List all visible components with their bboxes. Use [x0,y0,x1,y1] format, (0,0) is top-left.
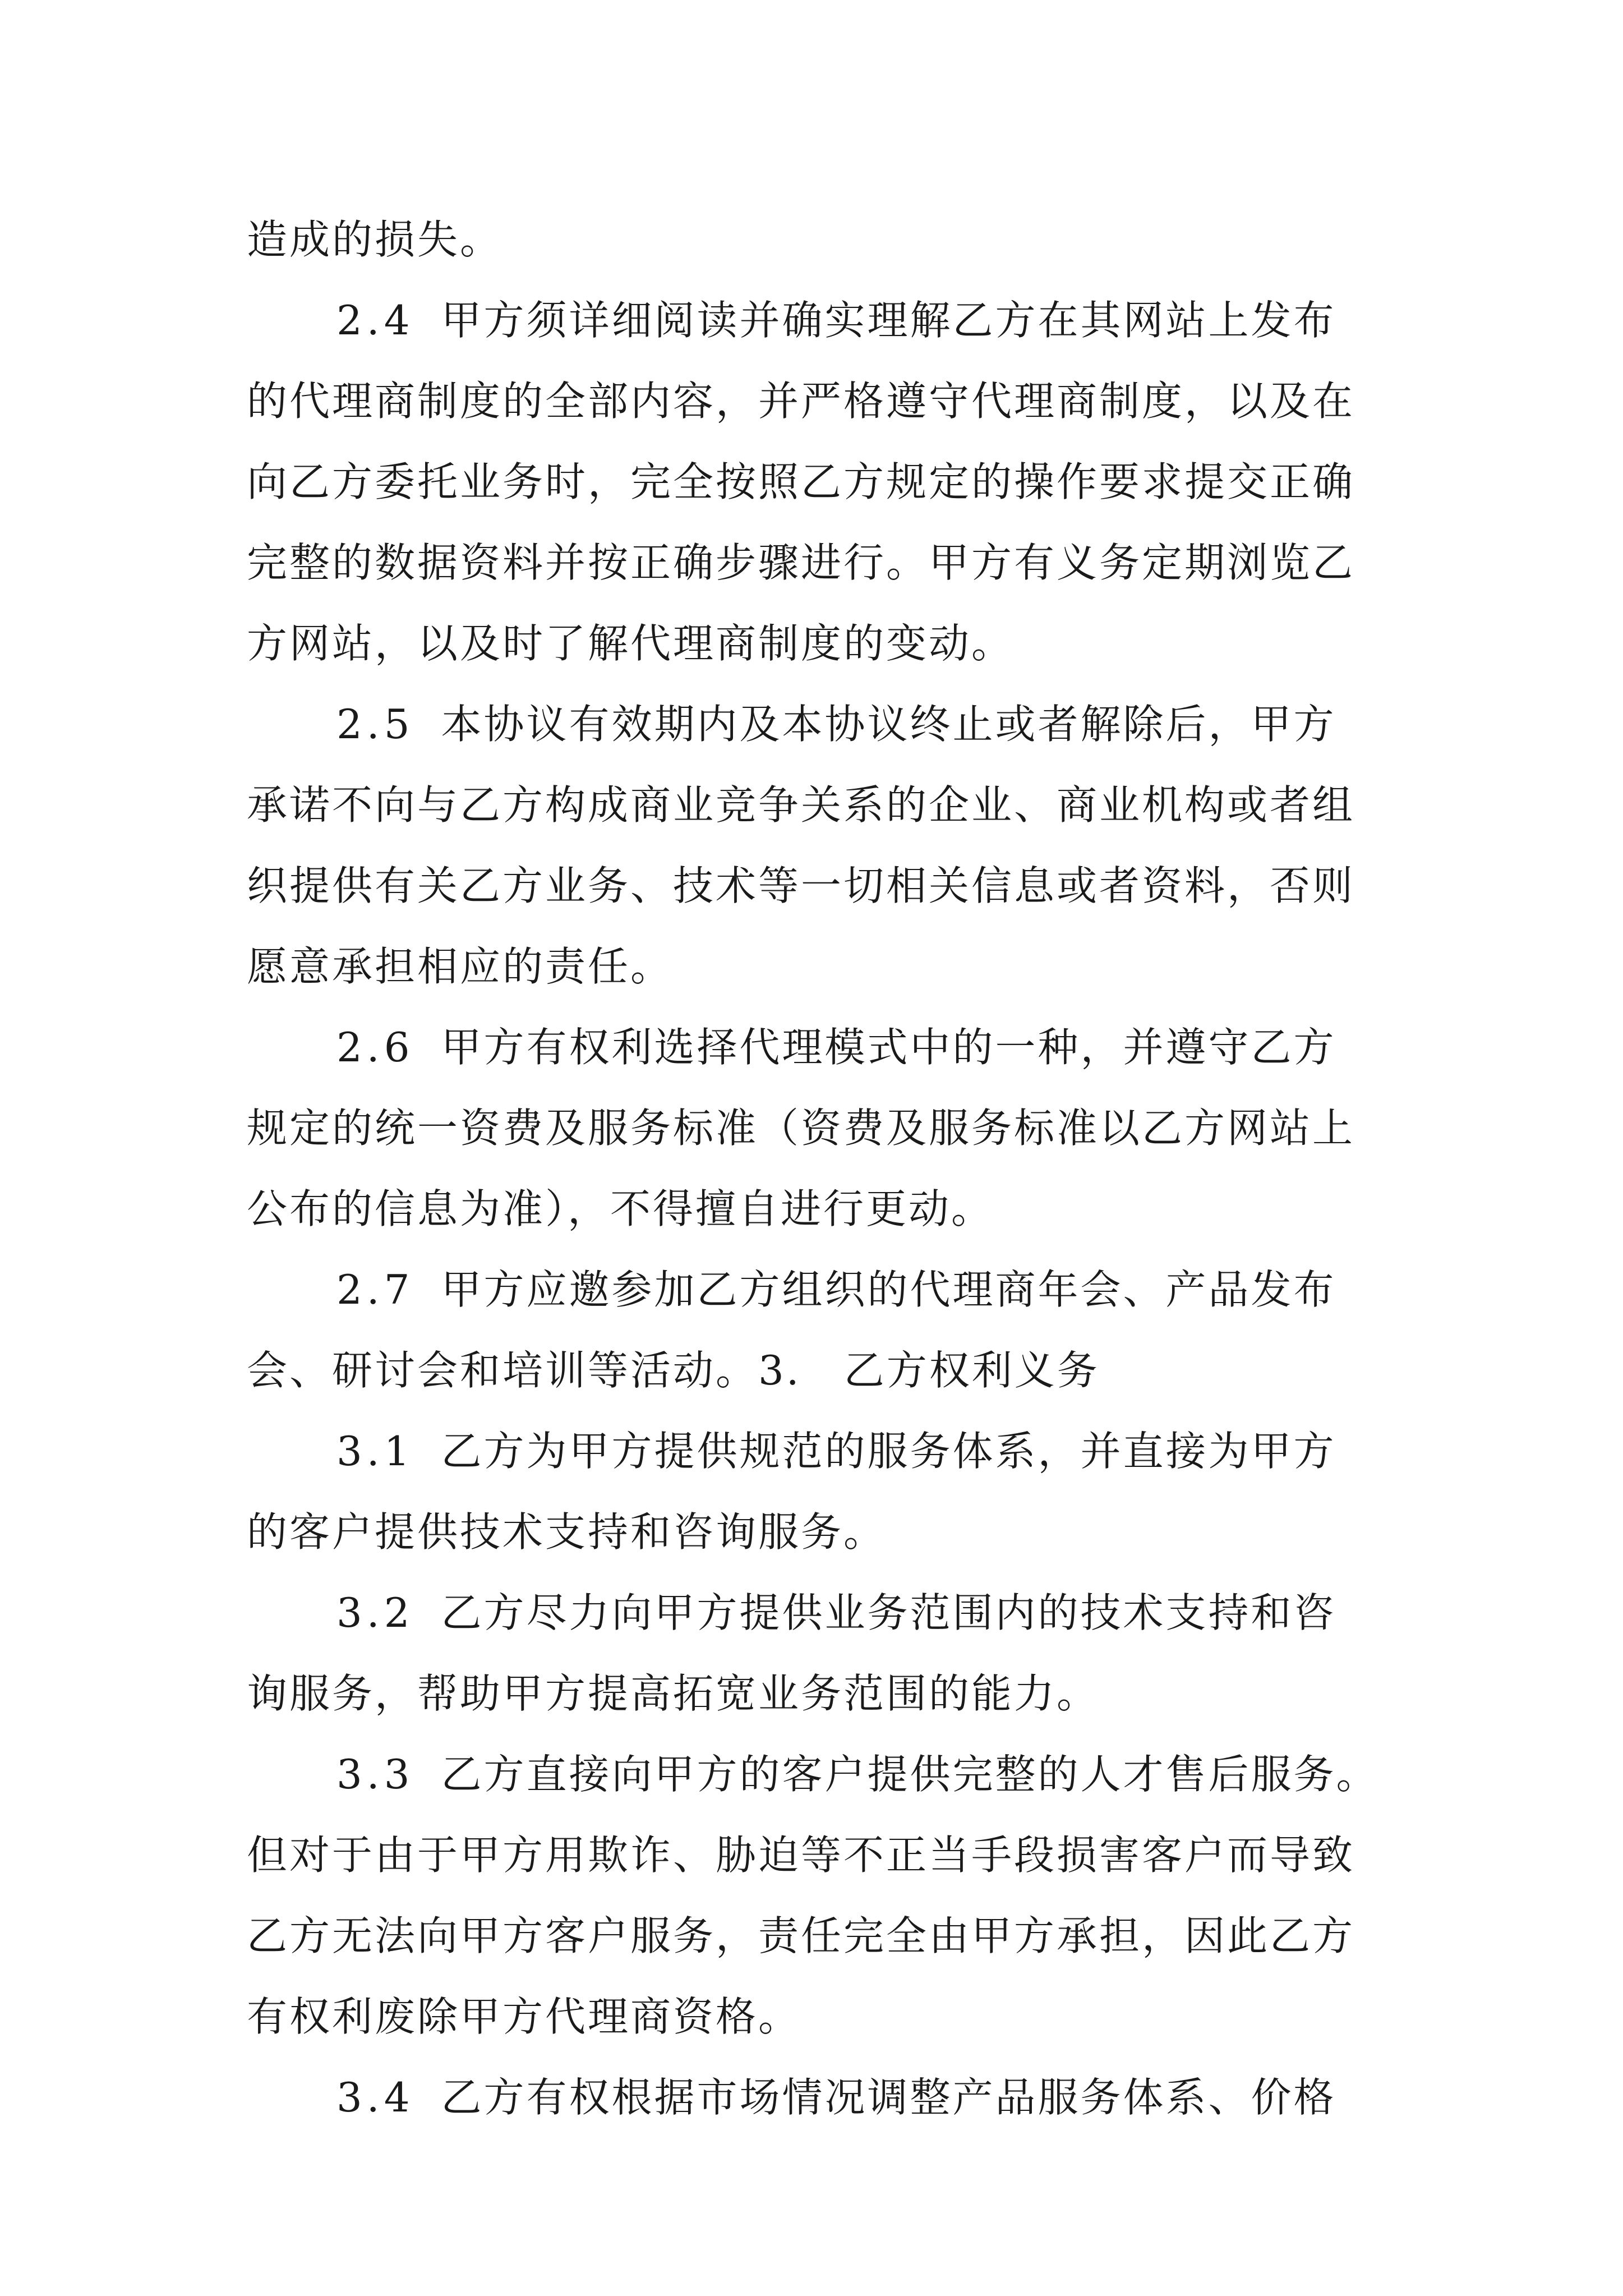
text-line [247,1976,1385,2057]
line-text: 乙方有权根据市场情况调整产品服务体系、价格 [441,2074,1336,2121]
clause-number: 2.5 [336,701,414,748]
text-line [247,1492,1385,1572]
line-text: 有权利废除甲方代理商资格。 [247,1993,801,2040]
line-text: 乙方无法向甲方客户服务，责任完全由甲方承担，因此乙方 [247,1912,1355,1959]
line-text: 完整的数据资料并按正确步骤进行。甲方有义务定期浏览乙 [247,539,1355,586]
clause-number: 2.7 [336,1266,414,1313]
text-line [247,522,1385,603]
line-text: 承诺不向与乙方构成商业竞争关系的企业、商业机构或者组 [247,781,1355,829]
line-text: 造成的损失。 [247,216,503,263]
line-text: 愿意承担相应的责任。 [247,943,674,990]
paragraph [247,1249,1385,1411]
text-line [247,603,1385,684]
clause-number: 3.1 [336,1428,414,1475]
line-text: 甲方有权利选择代理模式中的一种，并遵守乙方 [441,1024,1336,1071]
clause-number: 2.6 [336,1024,414,1071]
line-text: 方网站，以及时了解代理商制度的变动。 [247,620,1015,667]
line-text: 的代理商制度的全部内容，并严格遵守代理商制度，以及在 [247,378,1355,425]
paragraph [247,1572,1385,1734]
text-line [247,684,1385,765]
text-line [247,441,1385,522]
text-line [247,1895,1385,1976]
line-text: 甲方应邀参加乙方组织的代理商年会、产品发布 [441,1266,1336,1313]
document-body [247,199,1385,2138]
line-text: 甲方须详细阅读并确实理解乙方在其网站上发布 [441,297,1336,344]
line-text: 询服务，帮助甲方提高拓宽业务范围的能力。 [247,1670,1100,1717]
text-line [247,280,1385,361]
text-line [247,361,1385,441]
text-line [247,1168,1385,1249]
clause-number: 3.3 [336,1751,414,1798]
paragraph [247,199,1385,280]
line-text: 织提供有关乙方业务、技术等一切相关信息或者资料，否则 [247,862,1355,909]
text-line [247,926,1385,1007]
text-line [247,765,1385,845]
line-text: 乙方尽力向甲方提供业务范围内的技术支持和咨 [441,1589,1336,1636]
paragraph [247,2057,1385,2138]
text-line [247,1249,1385,1330]
text-line [247,2057,1385,2138]
paragraph [247,1411,1385,1572]
line-text: 乙方为甲方提供规范的服务体系，并直接为甲方 [441,1428,1336,1475]
clause-number: 2.4 [336,297,414,344]
paragraph [247,280,1385,684]
paragraph [247,1734,1385,2057]
text-line [247,1734,1385,1815]
line-text: 规定的统一资费及服务标准（资费及服务标准以乙方网站上 [247,1105,1355,1152]
text-line [247,1815,1385,1895]
clause-number: 3.4 [336,2074,414,2121]
text-line [247,845,1385,926]
clause-number: 3.2 [336,1589,414,1636]
text-line [247,1088,1385,1168]
line-text: 但对于由于甲方用欺诈、胁迫等不正当手段损害客户而导致 [247,1832,1355,1879]
text-line [247,1653,1385,1734]
text-line [247,1007,1385,1088]
line-text: 向乙方委托业务时，完全按照乙方规定的操作要求提交正确 [247,458,1355,505]
paragraph [247,1007,1385,1249]
text-line [247,199,1385,280]
text-line [247,1572,1385,1653]
line-text: 乙方直接向甲方的客户提供完整的人才售后服务。 [441,1751,1379,1798]
text-line [247,1411,1385,1492]
line-text: 公布的信息为准），不得擅自进行更动。 [247,1185,994,1232]
text-line [247,1330,1385,1411]
paragraph [247,684,1385,1007]
line-text: 本协议有效期内及本协议终止或者解除后，甲方 [441,701,1336,748]
line-text: 会、研讨会和培训等活动。3. 乙方权利义务 [247,1347,1100,1394]
line-text: 的客户提供技术支持和咨询服务。 [247,1508,887,1556]
